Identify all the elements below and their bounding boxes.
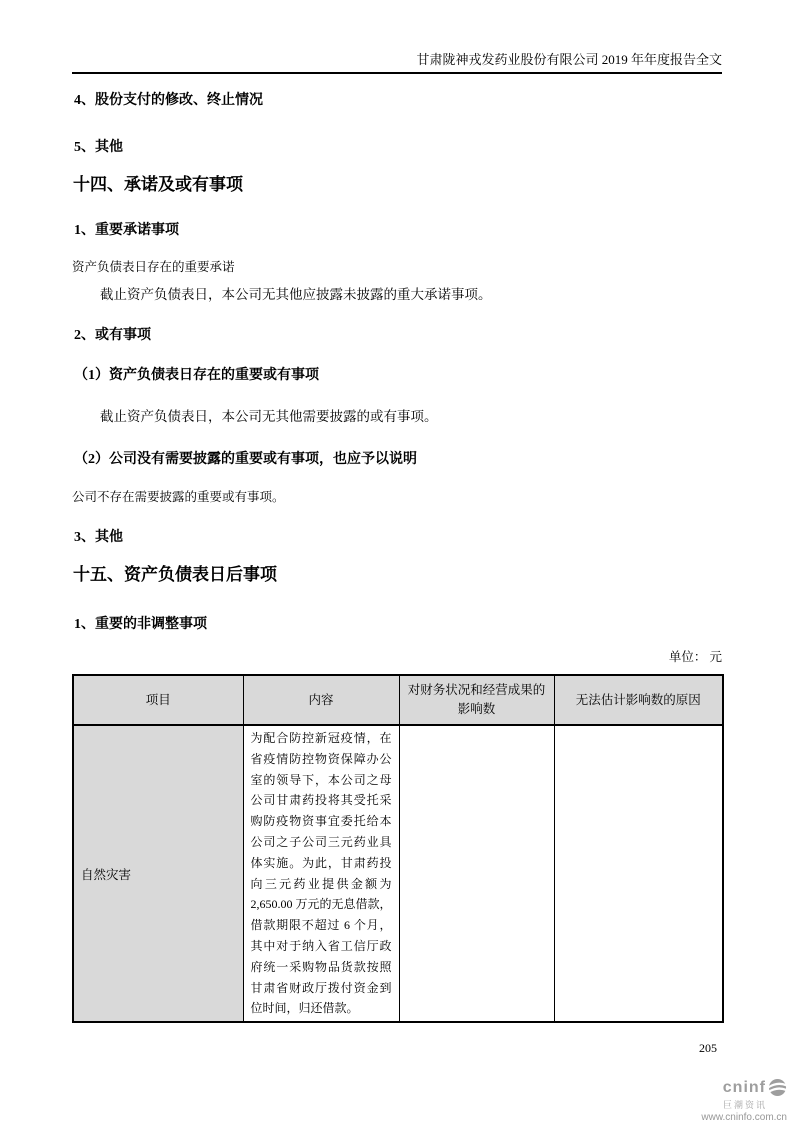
running-header (72, 52, 722, 74)
cninfo-url: www.cninfo.com.cn (701, 1112, 787, 1122)
post-balance-events-table (72, 674, 724, 1023)
cell-reason-value (554, 725, 723, 1022)
cninfo-chinese-name: 巨潮资讯 (722, 1100, 767, 1110)
col-header-item: 项目 (73, 675, 243, 725)
heading-ch14-2-contingencies: 2、或有事项 (74, 328, 151, 343)
table-row (73, 725, 723, 1022)
cell-item-natural-disaster: 自然灾害 (73, 725, 243, 1022)
unit-label: 单位： 元 (668, 650, 722, 664)
heading-ch14-commitments: 十四、承诺及或有事项 (73, 175, 243, 194)
col-header-content: 内容 (243, 675, 399, 725)
cell-content-description: 为配合防控新冠疫情，在省疫情防控物资保障办公室的领导下，本公司之母公司甘肃药投将其受托采购防疫物资事宜委托给本公司之子公司三元药业具体实施。为此，甘肃药投向三元药业提供金额为 2,650.00 万元的无息借款，借款期限不超过 6 个月，其中对于纳入省工信厅政府统一采购物品货款按照甘肃省财政厅拨付资金到位时间，归还借款。 (243, 725, 399, 1022)
running-header-title: 甘肃陇神戎发药业股份有限公司 2019 年年度报告全文 (416, 52, 722, 67)
heading-5-other: 5、其他 (74, 140, 123, 155)
col-header-reason: 无法估计影响数的原因 (554, 675, 723, 725)
cninfo-logo (701, 1078, 787, 1122)
heading-ch14-2-1-balance-sheet-contingencies: （1）资产负债表日存在的重要或有事项 (74, 368, 319, 383)
cell-impact-value (399, 725, 554, 1022)
post-balance-events-table-wrap (72, 674, 724, 1023)
page-number: 205 (699, 1041, 717, 1055)
heading-ch15-post-balance-events: 十五、资产负债表日后事项 (73, 565, 277, 584)
heading-ch14-1-important-commitments: 1、重要承诺事项 (74, 223, 179, 238)
cninfo-brand-text: cninf (722, 1078, 766, 1096)
col-header-impact: 对财务状况和经营成果的影响数 (399, 675, 554, 725)
para-no-major-commitments: 截止资产负债表日，本公司无其他应披露未披露的重大承诺事项。 (100, 287, 492, 302)
para-no-contingencies: 截止资产负债表日，本公司无其他需要披露的或有事项。 (100, 409, 438, 424)
heading-ch14-2-2-no-disclosure: （2）公司没有需要披露的重要或有事项，也应予以说明 (74, 452, 417, 467)
heading-ch15-1-non-adjusting: 1、重要的非调整事项 (74, 617, 207, 632)
note-balance-sheet-commitments: 资产负债表日存在的重要承诺 (72, 260, 235, 274)
heading-4-share-payment: 4、股份支付的修改、终止情况 (74, 93, 263, 108)
para-no-disclosure-needed: 公司不存在需要披露的重要或有事项。 (72, 490, 285, 504)
heading-ch14-3-other: 3、其他 (74, 530, 123, 545)
table-header-row (73, 675, 723, 725)
cninfo-swirl-icon (768, 1078, 787, 1097)
cninfo-logo-row (723, 1078, 787, 1097)
